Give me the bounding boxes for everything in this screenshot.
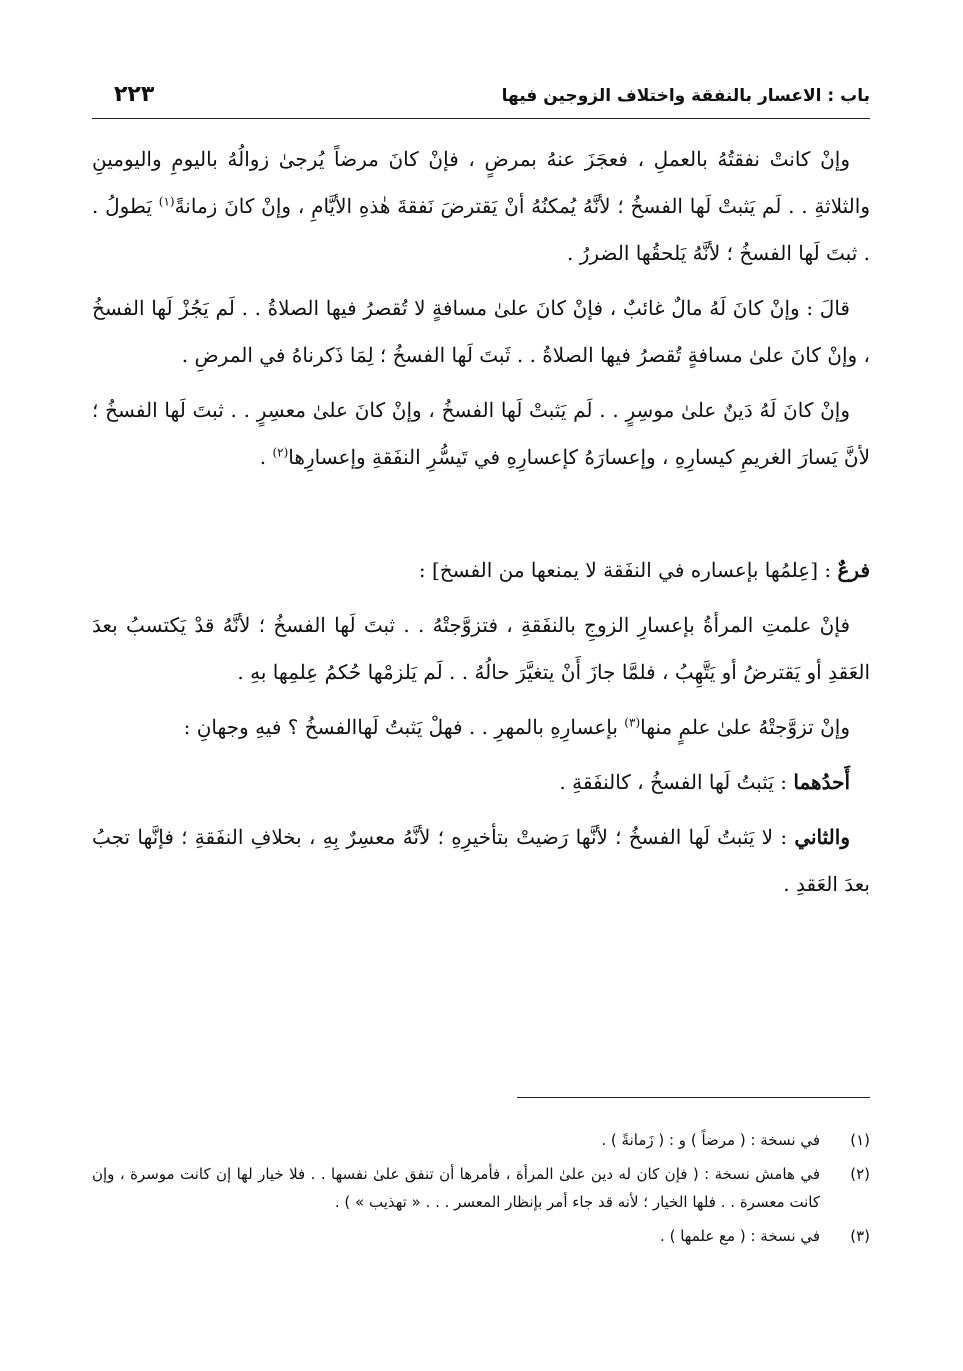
footnote-ref-3: (٣) [624, 715, 641, 730]
footnote-1 [92, 1126, 870, 1154]
first-opinion-label: أَحدُهما [793, 770, 850, 794]
section-heading [92, 547, 870, 594]
paragraph-1: وإنْ كانتْ نفقتُهُ بالعملِ ، فعجَزَ عنهُ بمرضٍ ، فإنْ كانَ مرضاً يُرجىٰ زوالُهُ باليومِ واليومينِ والثلاثةِ . . لَم يَثبتْ لَها الفسخُ ؛ لأنَّهُ يُمكنُهُ أنْ يَقترضَ نَفقةَ هٰذهِ الأيَّامِ ، وإنْ كانَ زمانةً$^{(١)}$ يَطولُ . . ثبتَ لَها الفسخُ ؛ لأنَّهُ يَلحقُها الضررُ . [92, 147, 870, 265]
footnote-3 [92, 1222, 870, 1250]
footnotes [92, 1126, 870, 1256]
header-rule [92, 118, 870, 119]
paragraph-3: وإنْ كانَ لَهُ دَينٌ علىٰ موسِرٍ . . لَم يَثبتْ لَها الفسخُ ، وإنْ كانَ علىٰ معسِرٍ . . ثبتَ لَها الفسخُ ؛ لأنَّ يَسارَ الغريمِ كيسارِهِ ، وإعسارَهُ كإعسارِهِ في تَيسُّرِ النفَقةِ وإعسارِها$^{(٢)}$ . [92, 398, 870, 469]
footnote-number: (٢) [850, 1165, 870, 1183]
paragraph-5: وإنْ تزوَّجتْهُ علىٰ علمٍ منها$^{(٣)}$ بإعسارِهِ بالمهرِ . . فهلْ يَثبتُ لَهاالفسخُ ؟ فيهِ وجهانِ : [183, 715, 850, 739]
footnote-2 [92, 1160, 870, 1216]
paragraph-4: فإنْ علمتِ المرأةُ بإعسارِ الزوجِ بالنفَقةِ ، فتزوَّجتْهُ . . ثبتَ لَها الفسخُ ؛ لأنَّهُ قدْ يَكتسبُ بعدَ العَقدِ أو يَقترضُ أو يَتَّهِبُ ، فلمَّا جازَ أَنْ يتغيَّرَ حالُهُ . . لَم يَلزمْها حُكمُ عِلمِها بهِ . [92, 613, 870, 684]
page-number: ٢٢٣ [114, 82, 155, 107]
main-text [92, 136, 870, 916]
footnote-number: (١) [850, 1131, 870, 1149]
footnote-text: في نسخة : ( مرضاً ) و : ( زَمانةً ) . [601, 1131, 820, 1149]
paragraph-2: قالَ : وإنْ كانَ لَهُ مالٌ غائبٌ ، فإنْ كانَ علىٰ مسافةٍ لا تُقصرُ فيها الصلاةُ . . لَم يَجُزْ لَها الفسخُ ، وإنْ كانَ علىٰ مسافةٍ تُقصرُ فيها الصلاةُ . . ثَبتَ لَها الفسخُ ؛ لِمَا ذَكرناهُ في المرضِ . [92, 296, 870, 367]
section-gap [92, 489, 870, 547]
paragraph-7: والثاني : لا يَثبتُ لَها الفسخُ ؛ لأنَّها رَضيتْ بتأخيرِهِ ؛ لأنَّهُ معسِرٌ بِهِ ، بخلافِ النفَقةِ ؛ فإنَّها تجبُ بعدَ العَقدِ . [92, 825, 870, 896]
paragraph-6: أَحدُهما : يَثبتُ لَها الفسخُ ، كالنفَقةِ . [559, 770, 850, 794]
footnote-ref-1: (١) [158, 194, 175, 209]
chapter-title: باب : الاعسار بالنفقة واختلاف الزوجين فيها [501, 86, 870, 106]
footnote-ref-2: (٢) [272, 445, 289, 460]
footnote-rule [517, 1097, 870, 1098]
book-page [92, 0, 870, 1371]
footnote-text: في نسخة : ( مع علمها ) . [660, 1227, 820, 1245]
section-title: : [عِلمُها بإعساره في النفَقة لا يمنعها من الفسخ] : [418, 558, 838, 582]
footnote-text: في هامش نسخة : ( فإن كان له دين علىٰ المرأة ، فأمرها أن تنفق علىٰ نفسها . . فلا خيار لها إن كانت موسرة ، وإن كانت معسرة . . فلها الخيار ؛ لأنه قد جاء أمر بإنظار المعسر . . . « تهذيب » ) . [92, 1165, 820, 1211]
section-label: فرعٌ [837, 558, 870, 582]
footnote-number: (٣) [850, 1227, 870, 1245]
page-header [92, 82, 870, 118]
second-opinion-label: والثاني [794, 825, 850, 849]
